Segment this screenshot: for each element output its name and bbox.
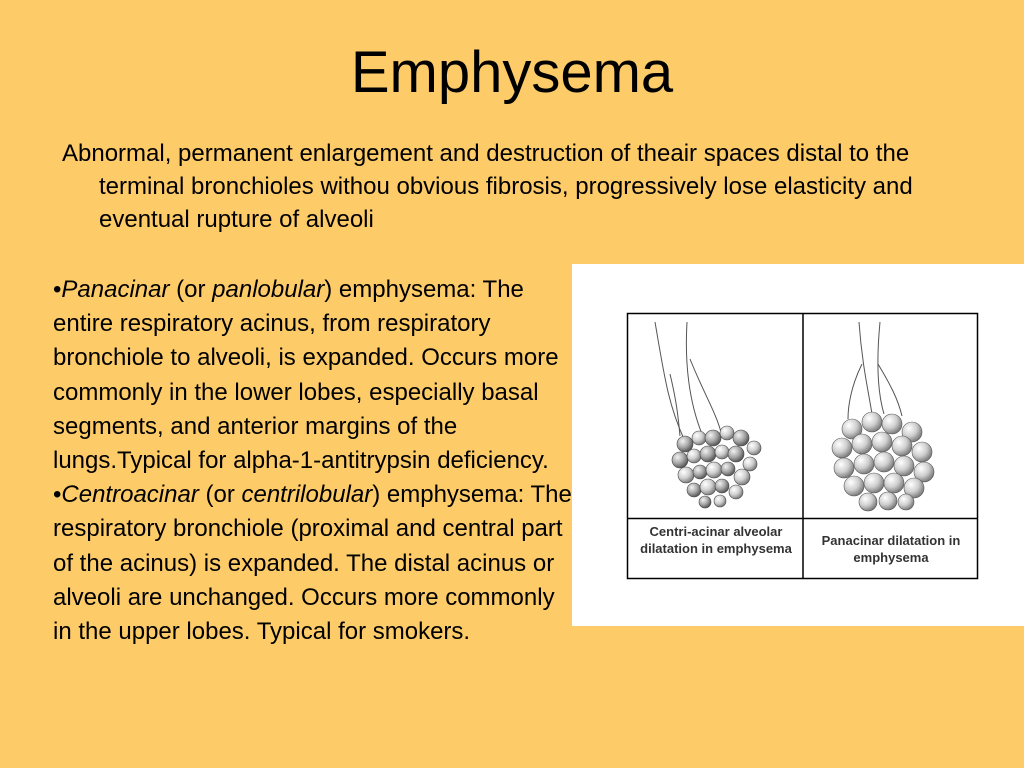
bullet-alt-term: panlobular <box>212 276 325 303</box>
right-figure-caption: Panacinar dilatation in emphysema <box>821 533 961 565</box>
bullet-marker: • <box>53 276 62 303</box>
bullet-term: Centroacinar <box>61 481 199 509</box>
bullet-paren-close: ) emphysema: <box>324 276 477 303</box>
left-alveolar-cluster <box>672 426 761 508</box>
bullet-paren-close: ) <box>372 481 381 509</box>
right-bronchiole <box>848 322 902 419</box>
left-figure-caption: Centri-acinar alveolar dilatation in emphysema <box>640 524 792 556</box>
acinus-figure <box>572 264 1024 626</box>
bullet-panacinar <box>53 273 573 478</box>
bullet-paren-open: (or <box>198 481 242 509</box>
left-bronchiole <box>655 322 722 439</box>
bullet-centroacinar <box>53 478 573 649</box>
bullet-text: emphysema: The respiratory bronchiole (proximal and central part of the acinus) is expanded. The distal acinus or alveoli are unchanged. Occurs more commonly in the upper lobes. Typical for smokers. <box>53 481 572 646</box>
bullet-paren-open: (or <box>169 276 213 303</box>
definition-text: Abnormal, permanent enlargement and destruction of theair spaces distal to the terminal bronchioles withou obvious fibrosis, progressively lose elasticity and eventual rupture of alveoli <box>62 140 913 233</box>
bullet-marker: • <box>53 481 62 509</box>
slide-title: Emphysema <box>350 40 674 105</box>
bullet-term: Panacinar <box>61 276 170 303</box>
bullet-list <box>53 273 573 649</box>
bullet-text: The entire respiratory acinus, from respiratory bronchiole to alveoli, is expanded. Occurs more commonly in the lower lobes, especially basal segments, and anterior margins of the lungs.Typical for alpha-1-antitrypsin deficiency. <box>53 276 559 475</box>
acinus-illustration <box>572 264 1024 626</box>
bullet-alt-term: centrilobular <box>241 481 373 509</box>
right-alveolar-cluster <box>832 412 934 511</box>
